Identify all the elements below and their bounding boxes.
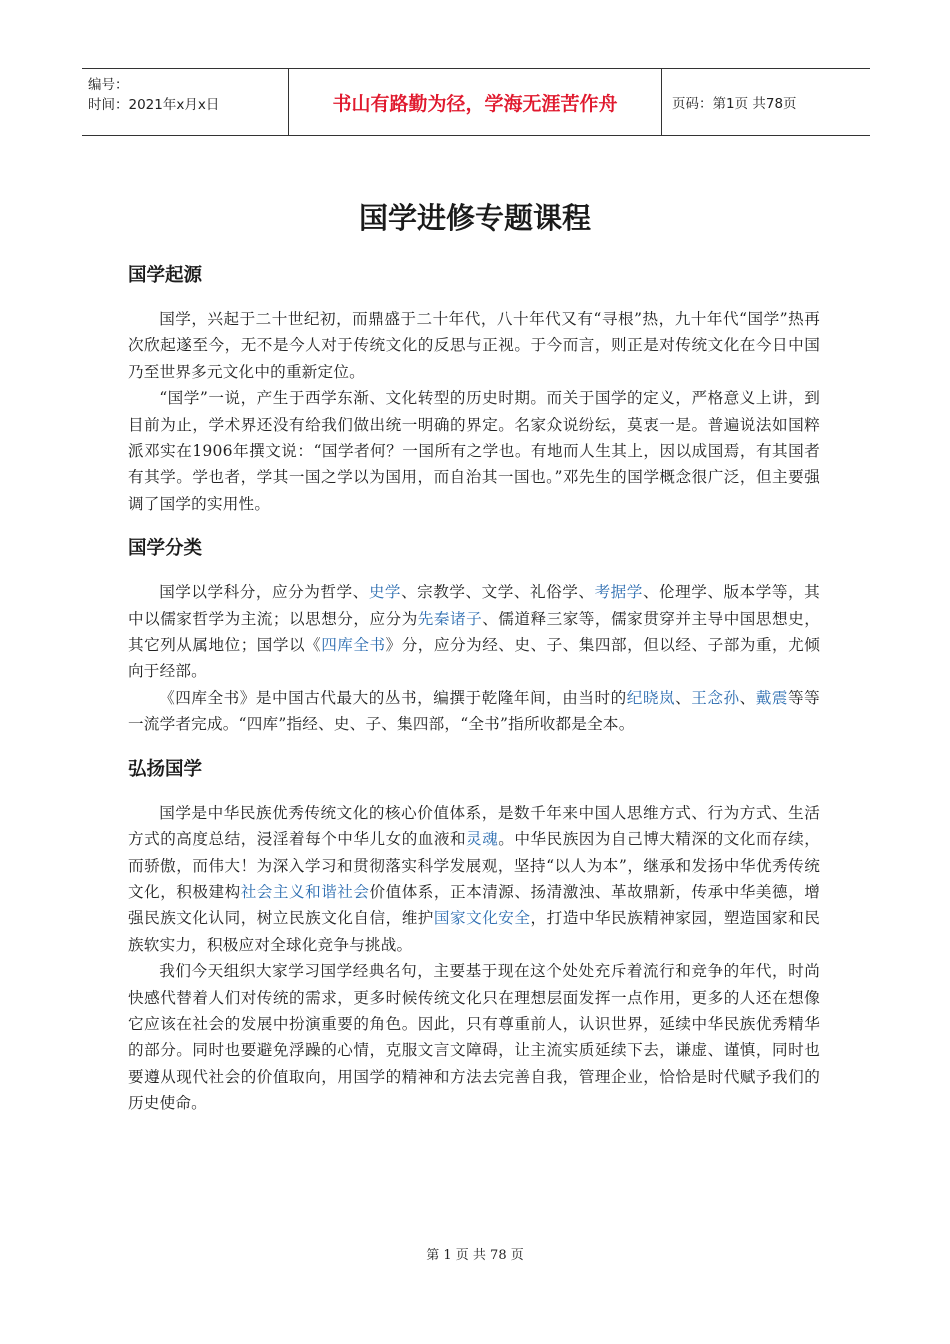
paragraph-text: 、宗教学、文学、礼俗学、 — [401, 583, 595, 602]
paragraph-text: 我们今天组织大家学习国学经典名句，主要基于现在这个处处充斥着流行和竞争的年代，时尚快感代替着人们对传统的需求，更多时候传统文化只在理想层面发挥一点作用，更多的人还在想像它应该在社会的发展中扮演重要的角色。因此，只有尊重前人，认识世界，延续中华民族优秀精华的部分。同时也要避免浮躁的心情，克服文言文障碍，让主流实质延续下去，谦虚、谨慎，同时也要遵从现代社会的价值取向，用国学的精神和方法去完善自我，管理企业，恰恰是时代赋予我们的历史使命。 — [128, 962, 820, 1113]
page-footer: 第 1 页 共 78 页 — [426, 1248, 524, 1263]
section-2 — [128, 535, 820, 737]
paragraph-text: 《四库全书》是中国古代最大的丛书，编撰于乾隆年间，由当时的 — [159, 688, 627, 707]
paragraph — [128, 579, 820, 685]
header-page-cell — [662, 69, 871, 136]
section-heading: 国学起源 — [128, 265, 203, 286]
term-link[interactable]: 考据学 — [594, 583, 643, 602]
paragraph-text: 、伦理学、版本学等，其中以儒家哲学为主流；以思想分，应分为 — [128, 583, 820, 628]
paragraph — [128, 685, 820, 738]
paragraph-text: 、儒道释三家等，儒家贯穿并主导中国思想史，其它列从属地位；国学以《 — [128, 609, 820, 655]
paragraph-text: 》分，应分为经、史、子、集四部，但以经、子部为重，尤倾向于经部。 — [128, 636, 820, 681]
term-link[interactable]: 灵魂 — [466, 830, 499, 849]
document-date-label: 时间：2021年x月x日 — [88, 97, 220, 113]
term-link[interactable]: 纪晓岚 — [626, 688, 676, 707]
header-info-cell — [82, 69, 289, 136]
paragraph-text: “国学”一说，产生于西学东渐、文化转型的历史时期。而关于国学的定义，严格意义上讲，到目前为止，学术界还没有给我们做出统一明确的界定。名家众说纷纭，莫衷一是。普遍说法如国粹派邓实在1906年撰文说：“国学者何？一国所有之学也。有地而人生其上，因以成国焉，有其国者有其学。学也者，学其一国之学以为国用，而自治其一国也。”邓先生的国学概念很广泛，但主要强调了国学的实用性。 — [128, 389, 820, 513]
paragraph-text: 价值体系，正本清源、扬清激浊、革故鼎新，传承中华美德，增强民族文化认同，树立民族文化自信，维护 — [128, 882, 820, 928]
paragraph — [128, 385, 820, 517]
term-link[interactable]: 王念孙 — [691, 688, 740, 707]
paragraph-text: 。中华民族因为自己博大精深的文化而存续，而骄傲，而伟大！为深入学习和贯彻落实科学发展观，坚持“以人为本”，继承和发扬中华优秀传统文化，积极建构 — [128, 830, 820, 901]
paragraph-text: 国学是中华民族优秀传统文化的核心价值体系，是数千年来中国人思维方式、行为方式、生活方式的高度总结，浸淫着每个中华儿女的血液和 — [128, 803, 820, 849]
section-heading: 国学分类 — [128, 538, 203, 560]
section-1 — [128, 262, 820, 517]
paragraph — [128, 306, 820, 385]
header-motto: 书山有路勤为径，学海无涯苦作舟 — [332, 92, 618, 115]
document-body — [128, 262, 820, 1117]
term-link[interactable]: 国家文化安全 — [433, 909, 531, 928]
term-link[interactable]: 史学 — [368, 583, 402, 602]
section-heading: 弘扬国学 — [128, 758, 203, 780]
paragraph-text: 国学，兴起于二十世纪初，而鼎盛于二十年代，八十年代又有“寻根”热，九十年代“国学”热再次欣起遂至今，无不是今人对于传统文化的反思与正视。于今而言，则正是对传统文化在今日中国乃至世界多元文化中的重新定位。 — [128, 310, 820, 381]
term-link[interactable]: 先秦诸子 — [417, 609, 483, 628]
paragraph-text: 、 — [675, 688, 692, 707]
paragraph-text: 等等一流学者完成。“四库”指经、史、子、集四部，“全书”指所收都是全本。 — [128, 688, 820, 734]
header-motto-cell — [289, 69, 662, 136]
paragraph — [128, 800, 820, 958]
section-3 — [128, 756, 820, 1117]
header-page-number: 页码：第1页 共78页 — [672, 96, 797, 112]
term-link[interactable]: 戴震 — [755, 688, 789, 707]
term-link[interactable]: 四库全书 — [321, 636, 386, 655]
document-title: 国学进修专题课程 — [358, 201, 591, 235]
paragraph-text: 国学以学科分，应分为哲学、 — [159, 583, 369, 602]
document-number-label: 编号： — [88, 77, 129, 93]
paragraph-text: 、 — [739, 688, 756, 707]
paragraph — [128, 958, 820, 1116]
document-header — [82, 68, 870, 136]
term-link[interactable]: 社会主义和谐社会 — [240, 882, 370, 901]
paragraph-text: ，打造中华民族精神家园，塑造国家和民族软实力，积极应对全球化竞争与挑战。 — [128, 909, 821, 954]
